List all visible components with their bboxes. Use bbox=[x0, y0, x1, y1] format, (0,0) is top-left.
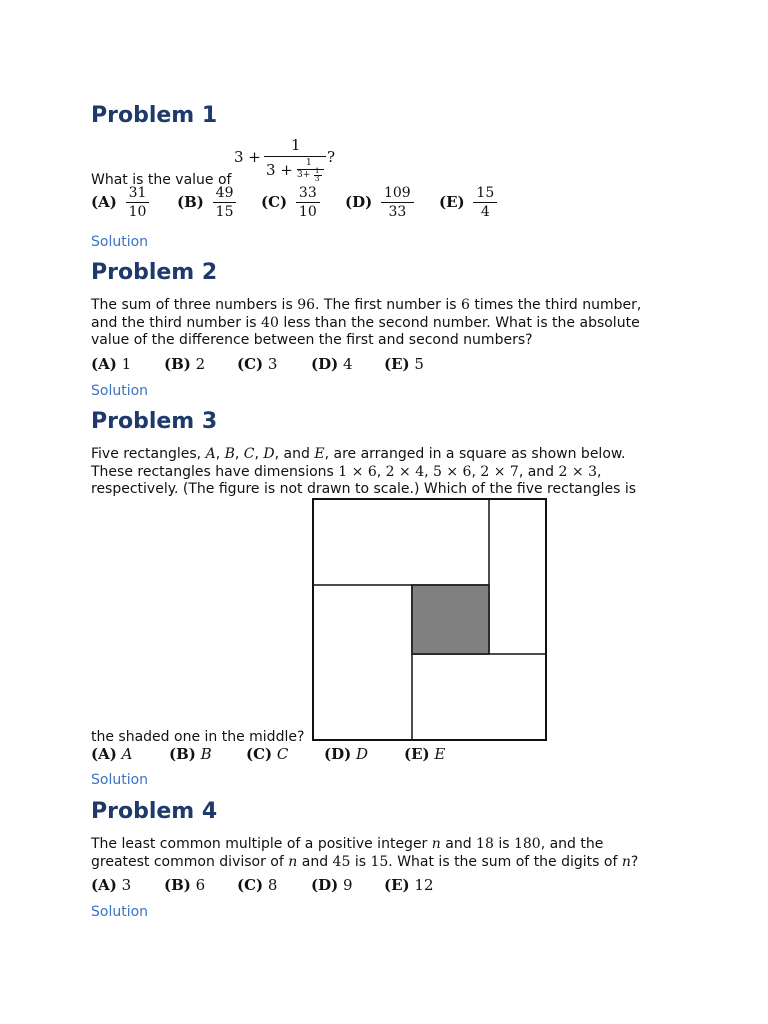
choice-value: 5 bbox=[414, 355, 424, 373]
choice-label: (E) bbox=[404, 745, 430, 763]
choice-value: 9 bbox=[342, 876, 353, 894]
problem-2-solution-link[interactable]: Solution bbox=[91, 383, 149, 399]
math-value: 45 bbox=[332, 853, 351, 870]
choice-a[interactable] bbox=[91, 876, 164, 894]
choice-label: (C) bbox=[237, 355, 264, 373]
text: times the third number, bbox=[469, 297, 642, 313]
fraction-denominator: 15 bbox=[215, 204, 234, 220]
choice-fraction bbox=[296, 186, 320, 220]
fraction-numerator: 15 bbox=[473, 186, 497, 203]
problem-3-heading: Problem 3 bbox=[91, 409, 218, 434]
math-value: 6 bbox=[460, 297, 470, 313]
expr-den-den-num: 1 bbox=[315, 167, 320, 175]
math-var: D bbox=[263, 446, 275, 462]
choice-d[interactable] bbox=[311, 876, 384, 894]
text: . The first number is bbox=[315, 297, 461, 313]
math-value: 40 bbox=[261, 314, 279, 331]
math-value: 2 × 7 bbox=[480, 463, 519, 480]
expr-den-den: 3+ bbox=[297, 170, 311, 180]
choice-a[interactable] bbox=[91, 186, 177, 220]
choice-label: (C) bbox=[246, 745, 273, 763]
choice-value: 3 bbox=[267, 355, 278, 373]
choice-label: (B) bbox=[164, 355, 191, 373]
math-var: n bbox=[621, 853, 631, 870]
fraction-denominator: 4 bbox=[480, 204, 490, 220]
expr-numerator: 1 bbox=[291, 136, 301, 154]
expr-question-mark: ? bbox=[327, 148, 336, 166]
choice-b[interactable] bbox=[164, 355, 237, 373]
math-var: E bbox=[314, 446, 325, 462]
problem-1-solution-link[interactable]: Solution bbox=[91, 234, 149, 250]
expr-den-den-den: 3 bbox=[315, 175, 320, 183]
choice-value: 1 bbox=[121, 355, 132, 373]
text: These rectangles have dimensions bbox=[91, 463, 339, 480]
choice-c[interactable] bbox=[237, 876, 311, 894]
fraction-numerator: 49 bbox=[213, 186, 237, 203]
text: and the third number is bbox=[91, 314, 262, 331]
choice-d[interactable] bbox=[311, 355, 384, 373]
choice-e[interactable] bbox=[384, 355, 424, 373]
choice-value: 6 bbox=[195, 876, 206, 894]
text: respectively. (The figure is not drawn to scale.) Which of the five rectangles is bbox=[91, 481, 637, 497]
text: , and bbox=[274, 446, 315, 462]
math-value: 2 × 4 bbox=[385, 463, 425, 480]
choice-label: (A) bbox=[91, 355, 117, 373]
choice-value: E bbox=[434, 745, 446, 763]
text: , and the bbox=[540, 836, 604, 852]
choice-value: C bbox=[276, 745, 289, 763]
choice-label: (E) bbox=[384, 876, 410, 894]
choice-value: 4 bbox=[342, 355, 353, 373]
choice-e[interactable] bbox=[404, 745, 445, 763]
choice-label: (B) bbox=[177, 193, 204, 211]
text: The sum of three numbers is bbox=[91, 297, 298, 313]
choice-value: D bbox=[355, 745, 369, 763]
choice-c[interactable] bbox=[261, 186, 345, 220]
problem-3-solution-link[interactable]: Solution bbox=[91, 772, 149, 788]
choice-label: (D) bbox=[345, 193, 373, 211]
choice-d[interactable] bbox=[345, 186, 439, 220]
text: less than the second number. What is the absolute bbox=[278, 314, 640, 331]
choice-label: (A) bbox=[91, 193, 117, 211]
text: and bbox=[440, 836, 477, 852]
text: , and bbox=[518, 463, 559, 480]
rectangles-figure bbox=[312, 498, 548, 742]
text: , bbox=[596, 463, 602, 480]
math-value: 1 × 6 bbox=[338, 463, 377, 480]
text: , bbox=[215, 446, 225, 462]
choice-value: 12 bbox=[414, 876, 434, 894]
math-value: 2 × 3 bbox=[558, 463, 597, 480]
problem-2-question bbox=[91, 297, 671, 350]
choice-value: A bbox=[121, 745, 133, 763]
choice-b[interactable] bbox=[169, 745, 246, 763]
problem-2-heading: Problem 2 bbox=[91, 260, 218, 285]
choice-label: (A) bbox=[91, 745, 117, 763]
math-var: C bbox=[243, 446, 255, 462]
text: , bbox=[254, 446, 264, 462]
text: value of the difference between the first and second numbers? bbox=[91, 332, 533, 348]
math-value: 180 bbox=[513, 836, 541, 852]
choice-b[interactable] bbox=[164, 876, 237, 894]
choice-e[interactable] bbox=[384, 876, 434, 894]
expr-main-bar bbox=[264, 156, 326, 157]
problem-1-heading: Problem 1 bbox=[91, 103, 218, 128]
choice-c[interactable] bbox=[237, 355, 311, 373]
choice-label: (D) bbox=[324, 745, 352, 763]
choice-value: 2 bbox=[195, 355, 206, 373]
expr-den-whole: 3 + bbox=[266, 161, 293, 179]
text: Five rectangles, bbox=[91, 446, 206, 462]
problem-4-heading: Problem 4 bbox=[91, 799, 218, 824]
math-value: 5 × 6 bbox=[433, 463, 472, 480]
fraction-denominator: 33 bbox=[388, 204, 407, 220]
choice-a[interactable] bbox=[91, 745, 169, 763]
choice-fraction bbox=[473, 186, 497, 220]
problem-2-choices bbox=[91, 355, 424, 373]
choice-fraction bbox=[126, 186, 150, 220]
text: ? bbox=[630, 853, 639, 870]
choice-c[interactable] bbox=[246, 745, 324, 763]
choice-label: (B) bbox=[169, 745, 196, 763]
choice-value: B bbox=[200, 745, 212, 763]
text: , bbox=[471, 463, 481, 480]
choice-label: (D) bbox=[311, 876, 339, 894]
expr-den-numerator: 1 bbox=[306, 158, 312, 168]
problem-1-question: What is the value of bbox=[91, 172, 232, 188]
problem-4-question bbox=[91, 836, 691, 871]
text: and bbox=[297, 853, 333, 870]
math-var: A bbox=[205, 446, 216, 462]
math-var: n bbox=[288, 853, 298, 870]
problem-4-choices bbox=[91, 876, 434, 894]
expr-whole: 3 + bbox=[234, 148, 261, 166]
fraction-denominator: 10 bbox=[298, 204, 317, 220]
text: is bbox=[493, 836, 514, 852]
problem-1-choices bbox=[91, 186, 497, 220]
fraction-denominator: 10 bbox=[128, 204, 147, 220]
choice-value: 3 bbox=[121, 876, 132, 894]
shaded-rectangle bbox=[412, 585, 489, 654]
choice-value: 8 bbox=[267, 876, 278, 894]
fraction-numerator: 109 bbox=[381, 186, 414, 203]
choice-d[interactable] bbox=[324, 745, 404, 763]
choice-fraction bbox=[381, 186, 414, 220]
choice-label: (D) bbox=[311, 355, 339, 373]
choice-b[interactable] bbox=[177, 186, 261, 220]
text: is bbox=[350, 853, 371, 870]
math-value: 18 bbox=[476, 836, 494, 852]
choice-a[interactable] bbox=[91, 355, 164, 373]
fraction-numerator: 31 bbox=[126, 186, 150, 203]
problem-3-question-end: the shaded one in the middle? bbox=[91, 729, 305, 745]
choice-label: (A) bbox=[91, 876, 117, 894]
choice-label: (E) bbox=[384, 355, 410, 373]
text: , bbox=[424, 463, 434, 480]
problem-3-question bbox=[91, 446, 691, 499]
math-value: 96 bbox=[297, 297, 316, 313]
math-var: B bbox=[224, 446, 235, 462]
math-value: 15 bbox=[370, 853, 389, 870]
text: greatest common divisor of bbox=[91, 853, 289, 870]
text: The least common multiple of a positive integer bbox=[91, 836, 432, 852]
fraction-numerator: 33 bbox=[296, 186, 320, 203]
choice-e[interactable] bbox=[439, 186, 497, 220]
choice-label: (C) bbox=[261, 193, 288, 211]
text: , bbox=[234, 446, 244, 462]
text: , bbox=[376, 463, 386, 480]
choice-label: (B) bbox=[164, 876, 191, 894]
text: , are arranged in a square as shown below. bbox=[324, 446, 626, 462]
choice-label: (E) bbox=[439, 193, 465, 211]
choice-fraction bbox=[213, 186, 237, 220]
choice-label: (C) bbox=[237, 876, 264, 894]
math-var: n bbox=[431, 836, 441, 852]
problem-4-solution-link[interactable]: Solution bbox=[91, 904, 149, 920]
problem-3-choices bbox=[91, 745, 445, 763]
text: . What is the sum of the digits of bbox=[388, 853, 622, 870]
